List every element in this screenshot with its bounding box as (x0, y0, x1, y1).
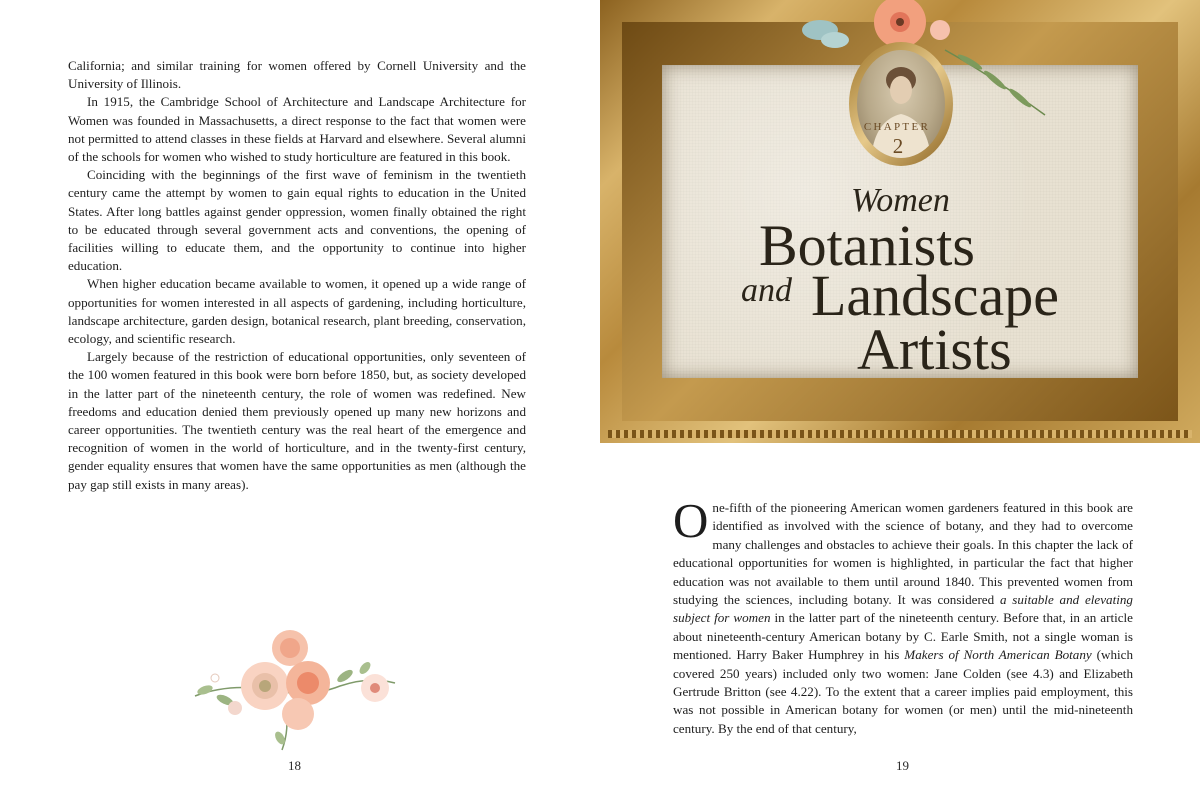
chapter-number: 2 (892, 134, 904, 158)
leaf-sprig (940, 40, 1050, 120)
italic-phrase: a suitable and elevating subject for women (673, 592, 1133, 626)
drop-cap: O (673, 493, 709, 548)
book-title: Makers of North American Botany (904, 647, 1092, 663)
right-page (600, 0, 1200, 800)
chapter-label: CHAPTER (863, 121, 931, 133)
paragraph: When higher education became available to women, it opened up a wide range of opportunities for women interested in all aspects of gardening, including horticulture, landscape architecture, garden design, botanical research, plant breeding, conservation, ecology, and scientific research. (68, 276, 526, 347)
title-botanists: Botanists (759, 213, 975, 278)
left-text-column (68, 57, 526, 494)
paragraph: Largely because of the restriction of educational opportunities, only seventeen of the 100 women featured in this book were born before 1850, but, as society developed in the latter part of the nineteenth century, the role of women was redefined. New freedoms and education denied them previously opened up many new horizons and career opportunities. The twentieth century was the real heart of the emergence and recognition of women in the world of horticulture, and in the twenty-first century, gender equality ensures that women have the same opportunities as men (although the pay gap still exists in many areas). (68, 349, 526, 492)
text-segment: ne-fifth of the pioneering American women gardeners featured in this book are identified as involved with the science of botany, and they had to overcome many challenges and obstacles to achieve their goals. In this chapter the lack of educational opportunities for women is highlighted, in particular the fact that higher education was not available to them until around 1840. This prevented women from studying the sciences, including botany. It was considered (673, 500, 1133, 608)
right-text-column (673, 493, 1133, 738)
title-women: Women (851, 182, 950, 219)
flower-ornament (190, 628, 400, 753)
paragraph: California; and similar training for women offered by Cornell University and the University of Illinois. (68, 58, 526, 92)
page-number-left: 18 (288, 758, 301, 773)
text-segment: in the latter part of the nineteenth century. Before that, in an article about nineteenth-century American botany by C. Earle Smith, not a single woman is mentioned. Harry Baker Humphrey in his (673, 610, 1133, 663)
title-artists: Artists (857, 317, 1012, 382)
opening-paragraph (673, 493, 1133, 738)
frame-bead-trim (608, 430, 1192, 438)
title-landscape: Landscape (811, 263, 1059, 328)
gilded-frame (600, 0, 1200, 443)
page-number-right: 19 (896, 758, 909, 773)
text-segment: (which covered 250 years) included only two women: Jane Colden (see 4.3) and Elizabeth Gertrude Britton (see 4.22). To the extent that a career implies paid employment, this was not possible in American botany for women (or men) until the mid-nineteenth century. By the end of that century, (673, 647, 1133, 736)
paragraph: In 1915, the Cambridge School of Architecture and Landscape Architecture for Women was founded in Massachusetts, a direct response to the fact that women were not permitted to attend classes in these fields at Harvard and elsewhere. Several alumni of the schools for women who wished to study horticulture are featured in this book. (68, 94, 526, 165)
paragraph: Coinciding with the beginnings of the first wave of feminism in the twentieth century came the attempt by women to gain equal rights to education in the United States. After long battles against gender oppression, women finally obtained the right to be educated through several government acts and conventions, the opening of facilities willing to educate them, and the opportunity to continue into higher education. (68, 167, 526, 274)
title-and: and (741, 272, 792, 309)
